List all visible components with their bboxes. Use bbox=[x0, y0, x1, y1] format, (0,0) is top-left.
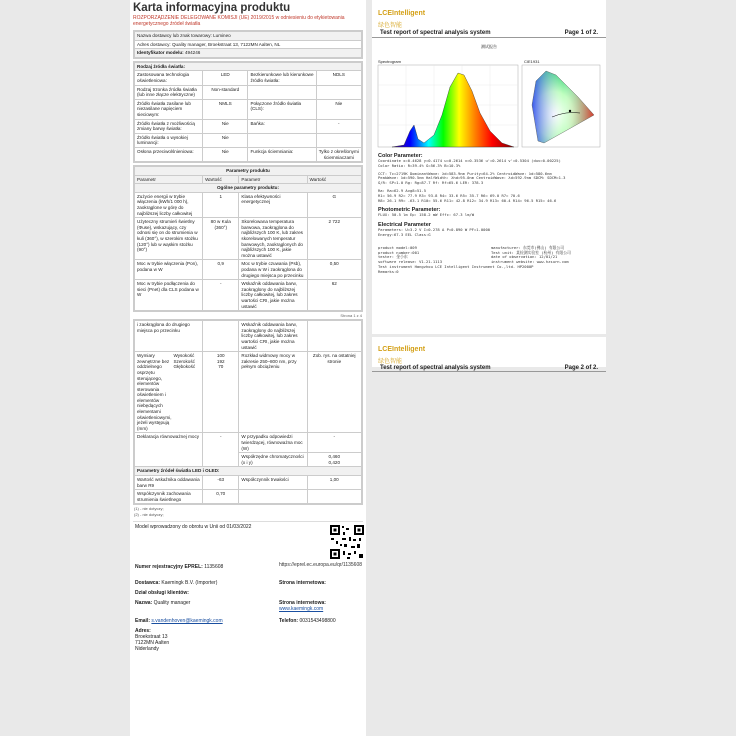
website-link[interactable]: www.kaemingk.com bbox=[279, 606, 324, 613]
addr-block: Adres: Broekstraat 13 7122MN Aalten Niderlandy bbox=[135, 628, 170, 653]
source-cell: Bańka: bbox=[248, 119, 316, 133]
supplier-value: Lumineo bbox=[213, 33, 231, 38]
spectral-report-page-1 bbox=[372, 0, 606, 334]
cont-right: Wskaźnik oddawania barw, zaokrąglony do najbliższej liczby całkowitej, lub zakres wartości CRI, jakie można ustawić bbox=[239, 321, 307, 352]
general-cell: - bbox=[203, 280, 239, 311]
info-left-6: Remarks:0 bbox=[378, 268, 399, 274]
source-cell: Nie bbox=[316, 99, 361, 119]
lce-logo-text: LCEIntelligent bbox=[378, 10, 426, 17]
source-cell: LED bbox=[203, 71, 248, 85]
equiv-label: Deklaracja równoważnej mocy bbox=[135, 433, 203, 467]
web-label: Strona internetowa: bbox=[279, 580, 326, 587]
spectrogram-chart bbox=[378, 65, 518, 152]
general-cell: Moc w trybie włączenia (Pon), podana w W bbox=[135, 260, 203, 280]
params-header-1: Parametr bbox=[135, 175, 203, 184]
info-right-1: manufacturer: 东莞市(佛山) 有限公司 bbox=[491, 244, 565, 250]
source-cell bbox=[248, 85, 316, 99]
source-cell: Osłona przeciwolśnieniowa: bbox=[135, 147, 203, 161]
lce-logo-text-2: LCEIntelligent bbox=[378, 346, 426, 353]
spectrogram-label: Spectrogram bbox=[378, 59, 401, 64]
general-cell: Wskaźnik oddawania barw, zaokrąglony do najbliższej liczby całkowitej, lub zakres wartości CRI, jakie można ustawić bbox=[239, 280, 307, 311]
source-cell: Funkcja ściemniania: bbox=[248, 147, 316, 161]
source-cell: - bbox=[316, 119, 361, 133]
general-cell: 62 bbox=[307, 280, 362, 311]
general-cell: Klasa efektywności energetycznej bbox=[239, 192, 307, 217]
color-line-8: R8= 26.1 R9= -63.1 R10= 55.6 R11= 42.8 R12= 34.9 R13= 60.4 R14= 96.5 R15= 46.6 bbox=[378, 197, 557, 203]
general-title: Ogólne parametry produktu: bbox=[135, 184, 362, 193]
equiv-value: - bbox=[203, 433, 239, 467]
report-title-2: Test report of spectral analysis system bbox=[380, 365, 491, 371]
source-row bbox=[135, 85, 362, 99]
general-cell: Moc w trybie czuwania (Psb), podana w W i zaokrąglona do drugiego miejsca po przecinku bbox=[239, 260, 307, 280]
address-value: Quality manager, Broekstraat 13, 7122MN Aalten, NL bbox=[171, 41, 281, 47]
service-title: Dział obsługi klientów: bbox=[135, 590, 189, 597]
email-row: Email: s.vandenhoven@kaemingk.com bbox=[135, 618, 223, 625]
color-line-1: Coordinate x=0.4628 y=0.4174 u=0.2614 v=0.3536 u'=0.2614 v'=0.5304 (duv=0.00225) bbox=[378, 158, 561, 163]
elec-param-title: Electrical Parameter bbox=[378, 222, 431, 229]
lce-logo-cn-2: 绿色智能 bbox=[378, 359, 403, 365]
general-cell: G bbox=[307, 192, 362, 217]
source-cell: NDLS bbox=[316, 71, 361, 85]
info-left-4: software release: V1.21.1113 bbox=[378, 259, 443, 265]
source-cell: Rodzaj trzonka źródła światła (lub inne złącze elektryczne) bbox=[135, 85, 203, 99]
spectral-value: Zob. rys. na ostatniej stronie bbox=[307, 352, 362, 433]
info-right-4: instrument website: www.hzsurn.com bbox=[491, 259, 569, 265]
source-cell: Nie bbox=[203, 133, 248, 147]
shift-value: 1,00 bbox=[307, 476, 362, 490]
r9-value: -63 bbox=[203, 476, 239, 490]
product-information-sheet bbox=[130, 0, 366, 736]
width-label: Szerokość bbox=[173, 358, 195, 364]
shift-label: Współczynnik trwałości bbox=[239, 476, 307, 490]
source-cell: Bezkierunkowe lub kierunkowe źródło światła: bbox=[248, 71, 316, 85]
phone-row: Telefon: 0031543498800 bbox=[279, 618, 336, 625]
source-row bbox=[135, 119, 362, 133]
color-line-2: Color Ratio: R=39.4% G=56.3% B=10.3% bbox=[378, 162, 461, 168]
width-value: 192 bbox=[216, 358, 225, 364]
web2-row: Strona internetowa: www.kaemingk.com bbox=[279, 600, 326, 613]
market-date: Model wprowadzony do obrotu w Unii od 01/03/2022 bbox=[135, 524, 252, 531]
spectral-report-page-2 bbox=[372, 337, 606, 371]
color-line-3: CCT: Tc=2719K DominantWave: λd=583.9nm Purity=64.2% CentroidWave: λd=580.6nm bbox=[378, 170, 552, 176]
supplier-label: Nazwa dostawcy lub znak towarowy: bbox=[137, 33, 212, 38]
eprel-link[interactable]: https://eprel.ec.europa.eu/qr/1135608 bbox=[279, 562, 363, 569]
info-left-5: Test instrument Hangzhou LCE Intelligent Instrument Co.,ltd. HP2000P bbox=[378, 263, 534, 269]
color-line-5: G/R: SP=1.0 Rg: Rg=87.7 Rf: Rf=65.6 LER: 378.3 bbox=[378, 180, 484, 186]
source-cell: Non-standard bbox=[203, 85, 248, 99]
spectral-label: Rozkład widmowy mocy w zakresie 250–800 nm, przy pełnym obciążeniu bbox=[239, 352, 307, 433]
source-row bbox=[135, 147, 362, 161]
elec-line-1: Parameters: U=3.2 V I=0.278 A P=0.890 W PF=1.0000 bbox=[378, 227, 491, 233]
general-row bbox=[135, 192, 362, 217]
page-number: Strona 1 z 4 bbox=[340, 313, 362, 319]
led-title: Parametry źródeł światła LED i OLED: bbox=[135, 467, 362, 476]
dims-values bbox=[203, 352, 239, 433]
cie1931-chart bbox=[522, 65, 600, 152]
address-label: Adres dostawcy: bbox=[137, 41, 171, 47]
source-cell: NMLS bbox=[203, 99, 248, 119]
source-row bbox=[135, 71, 362, 85]
info-left-3: tester: 金小东 bbox=[378, 254, 408, 260]
general-cell: 80 w Kula (360°) bbox=[203, 218, 239, 260]
info-right-3: date of observation: 12/01/21 bbox=[491, 254, 558, 260]
photo-param-title: Photometric Parameter: bbox=[378, 207, 441, 214]
info-right-2: Test unit: 某检测实验室 (杭州) 有限公司 bbox=[491, 249, 571, 255]
source-cell: Źródło światła o wysokiej luminancji: bbox=[135, 133, 203, 147]
height-label: Wysokość bbox=[173, 353, 195, 359]
general-cell: Zużycie energii w trybie włączenia (kWh/1 000 h), zaokrąglone w górę do najbliższej liczby całkowitej bbox=[135, 192, 203, 217]
cie-label: CIE1931 bbox=[524, 59, 540, 64]
address-row bbox=[135, 40, 362, 49]
source-cell: Nie bbox=[203, 119, 248, 133]
source-cell: Zastosowana technologia oświetleniowa: bbox=[135, 71, 203, 85]
source-type-title: Rodzaj źródła światła: bbox=[135, 62, 362, 71]
params-title: Parametry produktu bbox=[135, 167, 362, 176]
depth-label: Głębokość bbox=[173, 364, 196, 370]
source-cell bbox=[316, 133, 361, 147]
model-row bbox=[135, 49, 362, 58]
params-header-2: Wartość bbox=[203, 175, 239, 184]
report-caption: 测试报告 bbox=[481, 44, 497, 49]
r9-label: Wartość wskaźnika oddawania barw R9 bbox=[135, 476, 203, 490]
info-left-2: product number:001 bbox=[378, 249, 420, 255]
report-page-1: Page 1 of 2. bbox=[564, 30, 598, 36]
name-row: Nazwa: Quality manager bbox=[135, 600, 191, 607]
color-param-title: Color Parameter: bbox=[378, 153, 423, 159]
lum-value: 0,70 bbox=[203, 490, 239, 504]
source-row bbox=[135, 99, 362, 119]
general-cell: 2 722 bbox=[307, 218, 362, 260]
source-cell: Nie bbox=[203, 147, 248, 161]
color-line-6: Ra: Ra=62.9 Avg8=51.5 bbox=[378, 187, 427, 193]
report-title: Test report of spectral analysis system bbox=[380, 30, 491, 36]
photo-line: FLUX: 50.5 lm Ep: 158.2 mW Effc: 67.3 lm/W bbox=[378, 212, 475, 218]
general-cell: Użyteczny strumień świetlny (Φuse), wskazujący, czy odnosi się on do strumienia w kuli (360°), w szerokim stożku (120°) lub w wąskim stożku (90°) bbox=[135, 218, 203, 260]
footnote-1: (1) - nie dotyczy; bbox=[134, 506, 164, 512]
model-label: Identyfikator modelu: bbox=[137, 50, 184, 56]
general-cell: Moc w trybie podłączenia do sieci (Pnet) dla CLS podana w W bbox=[135, 280, 203, 311]
supplier2-row: Dostawca: Kaemingk B.V. (Importer) bbox=[135, 580, 218, 587]
general-row bbox=[135, 280, 362, 311]
chroma-values: 0,460 0,420 bbox=[307, 453, 362, 467]
lce-logo-cn: 绿色智能 bbox=[378, 23, 403, 29]
general-row bbox=[135, 260, 362, 280]
sheet-title: Karta informacyjna produktu bbox=[133, 2, 291, 14]
general-cell: 0,50 bbox=[307, 260, 362, 280]
general-cell: Skorelowana temperatura barwowa, zaokrąglona do najbliższych 100 K, lub zakres skorelowanych temperatur barwowych, zaokrąglonych do najbliższych 100 K, jakie można ustawić bbox=[239, 218, 307, 260]
color-line-4: PeakWave: λd=590.5nm HalfWidth: λhd=95.0nm CentroidWave: λd=592.9nm SDCM: SDCM=1.3 bbox=[378, 175, 566, 181]
source-cell bbox=[316, 85, 361, 99]
chroma-label: Współrzędne chromatyczności (x i y) bbox=[239, 453, 307, 467]
footnote-2: (2) - nie dotyczy; bbox=[134, 512, 164, 518]
equiv-right: W przypadku odpowiedzi twierdzącej, równoważna moc (W) bbox=[239, 433, 307, 453]
depth-value: 70 bbox=[218, 364, 224, 370]
color-line-7: R1= 56.9 R2= 77.9 R3= 93.8 R4= 33.6 R5= 35.7 R6= 69.0 R7= 70.6 bbox=[378, 192, 520, 198]
params-header-3: Parametr bbox=[239, 175, 307, 184]
email-link[interactable]: s.vandenhoven@kaemingk.com bbox=[151, 618, 223, 625]
qr-code-icon bbox=[329, 524, 365, 560]
source-row bbox=[135, 133, 362, 147]
source-cell: Tylko z określonymi ściemniaczami bbox=[316, 147, 361, 161]
cont-left: i zaokrąglona do drugiego miejsca po przecinku bbox=[135, 321, 203, 352]
model-value: 494246 bbox=[185, 50, 201, 56]
params-header-4: Wartość bbox=[307, 175, 362, 184]
height-value: 100 bbox=[216, 353, 225, 359]
elec-line-2: Energy:67.3 EEL Class:G bbox=[378, 231, 431, 237]
general-cell: 0,9 bbox=[203, 260, 239, 280]
lum-label: Współczynnik zachowania strumienia świetlnego bbox=[135, 490, 203, 504]
general-cell: 1 bbox=[203, 192, 239, 217]
info-left-1: product model:009 bbox=[378, 244, 417, 250]
report-page-2: Page 2 of 2. bbox=[564, 365, 598, 371]
source-cell: Połączone źródło światła (CLS): bbox=[248, 99, 316, 119]
source-cell: Źródło światła z możliwością zmiany barwy światła: bbox=[135, 119, 203, 133]
eprel-row: Numer rejestracyjny EPREL: 1135608 bbox=[135, 564, 224, 571]
source-cell bbox=[248, 133, 316, 147]
general-row bbox=[135, 218, 362, 260]
source-cell: Źródło światła zasilane lub niezasilane napięciem sieciowym: bbox=[135, 99, 203, 119]
sheet-subtitle: ROZPORZĄDZENIE DELEGOWANE KOMISJI (UE) 2019/2015 w odniesieniu do etykietowania energetycznego źródeł światła bbox=[133, 15, 345, 27]
dims-label: Wymiary zewnętrzne bez oddzielnego osprzętu sterującego, elementów sterowania oświetleniem i elementów niebędących elementami oświetleniowymi, jeżeli występują (mm) Wysokość Szerokość Głębokość bbox=[135, 352, 203, 433]
equiv-right-value: - bbox=[307, 433, 362, 453]
supplier-row bbox=[135, 32, 362, 41]
